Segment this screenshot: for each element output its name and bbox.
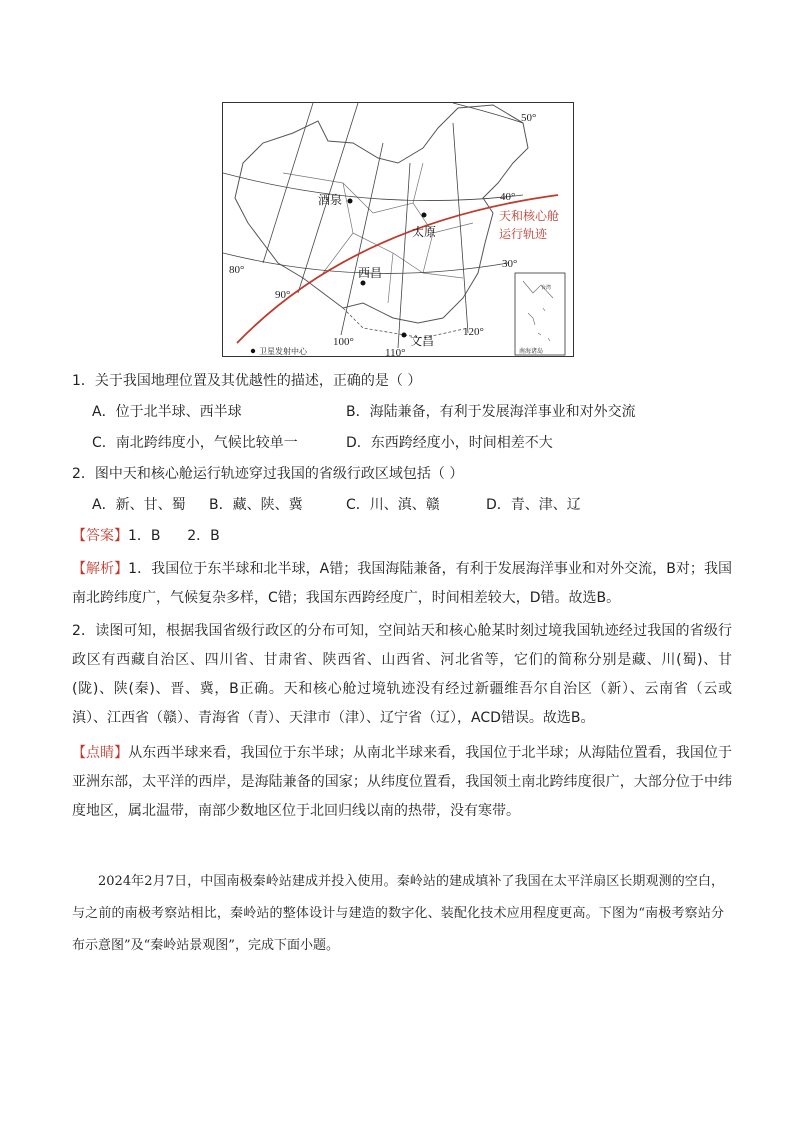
legend-label: 卫星发射中心 [259,347,307,356]
analysis-p1 [72,555,732,613]
city-label-xichang: 西昌 [358,266,383,280]
answer-line [72,529,220,543]
city-dot-wenchang [402,333,407,338]
longitude-120 [453,123,468,333]
lat-label-30: 30° [502,258,518,270]
lon-label-80: 80° [229,264,245,276]
south-china-sea-inset [515,273,565,355]
intro-paragraph: 2024年2月7日，中国南极秦岭站建成并投入使用。秦岭站的建成填补了我国在太平洋扇区长期观测的空白，与之前的南极考察站相比，秦岭站的整体设计与建造的数字化、装配化技术应用程度更高。下图为“南极考察站分布示意图”及“秦岭站景观图”，完成下面小题。 [72,874,724,953]
q1-stem: 1．关于我国地理位置及其优越性的描述，正确的是（ ） [72,373,422,389]
pointer-paragraph [72,739,732,826]
q2-option-c: C．川、滇、赣 [346,497,440,513]
answer-text: 1．B 2．B [128,528,220,544]
q2-option-d: D．青、津、辽 [486,497,581,513]
lon-label-120: 120° [463,326,484,338]
city-dot-taiyuan [422,213,427,218]
city-label-wenchang: 文昌 [410,334,435,348]
q1-option-a: A．位于北半球、西半球 [92,404,242,420]
city-dot-jiuquan [348,199,353,204]
latitude-40 [223,173,523,201]
q1-option-c: C．南北跨纬度小，气候比较单一 [92,435,298,451]
longitude-80 [263,103,313,263]
answer-tag: 【答案】 [72,528,128,544]
q2-option-a: A．新、甘、蜀 [92,497,186,513]
china-map-figure [222,102,574,357]
latitude-50 [453,103,523,123]
inset-label: 南海诸岛 [519,348,544,355]
analysis-p2: 2．读图可知，根据我国省级行政区的分布可知，空间站天和核心舱某时刻过境我国轨迹经过我国的省级行政区有西藏自治区、四川省、甘肃省、陕西省、山西省、河北省等，它们的简称分别是藏、川(蜀)、甘(陇)、陕(秦)、晋、冀，B正确。天和核心舱过境轨迹没有经过新疆维吾尔自治区（新）、云南省（云或滇）、江西省（赣）、青海省（青）、天津市（津）、辽宁省（辽），ACD错误。故选B。 [72,623,732,726]
analysis-p1-text: 1．我国位于东半球和北半球，A错；我国海陆兼备，有利于发展海洋事业和对外交流，B对；我国南北跨纬度广，气候复杂多样，C错；我国东西跨经度广，时间相差较大，D错。故选B。 [72,561,733,606]
lat-label-50: 50° [521,112,537,124]
city-dot-xichang [361,281,366,286]
q1-option-d: D．东西跨经度小，时间相差不大 [346,435,553,451]
analysis-tag: 【解析】 [72,561,129,577]
city-label-jiuquan: 酒泉 [318,193,343,207]
pointer-text: 从东西半球来看，我国位于东半球；从南北半球来看，我国位于北半球；从海陆位置看，我国位于亚洲东部，太平洋的西岸，是海陆兼备的国家；从纬度位置看，我国领土南北跨纬度很广，大部分位于中纬度地区，属北温带，南部少数地区位于北回归线以南的热带，没有寒带。 [72,745,733,819]
q1-option-b: B．海陆兼备，有利于发展海洋事业和对外交流 [346,404,636,420]
longitude-100 [341,143,383,335]
q2-stem: 2．图中天和核心舱运行轨迹穿过我国的省级行政区域包括（ ） [72,466,464,482]
q2-option-b: B．藏、陕、冀 [209,497,303,513]
pointer-tag: 【点睛】 [72,745,129,761]
orbit-label-line2: 运行轨迹 [499,227,548,241]
lon-label-100: 100° [333,336,354,348]
lon-label-110: 110° [385,347,406,358]
china-map-svg [223,103,574,357]
legend-dot [251,349,255,353]
inset-top-label: 台湾 [541,285,552,291]
lat-label-40: 40° [500,191,516,203]
orbit-label-line1: 天和核心舱 [499,209,560,223]
lon-label-90: 90° [275,289,291,301]
city-label-taiyuan: 太原 [412,225,437,239]
